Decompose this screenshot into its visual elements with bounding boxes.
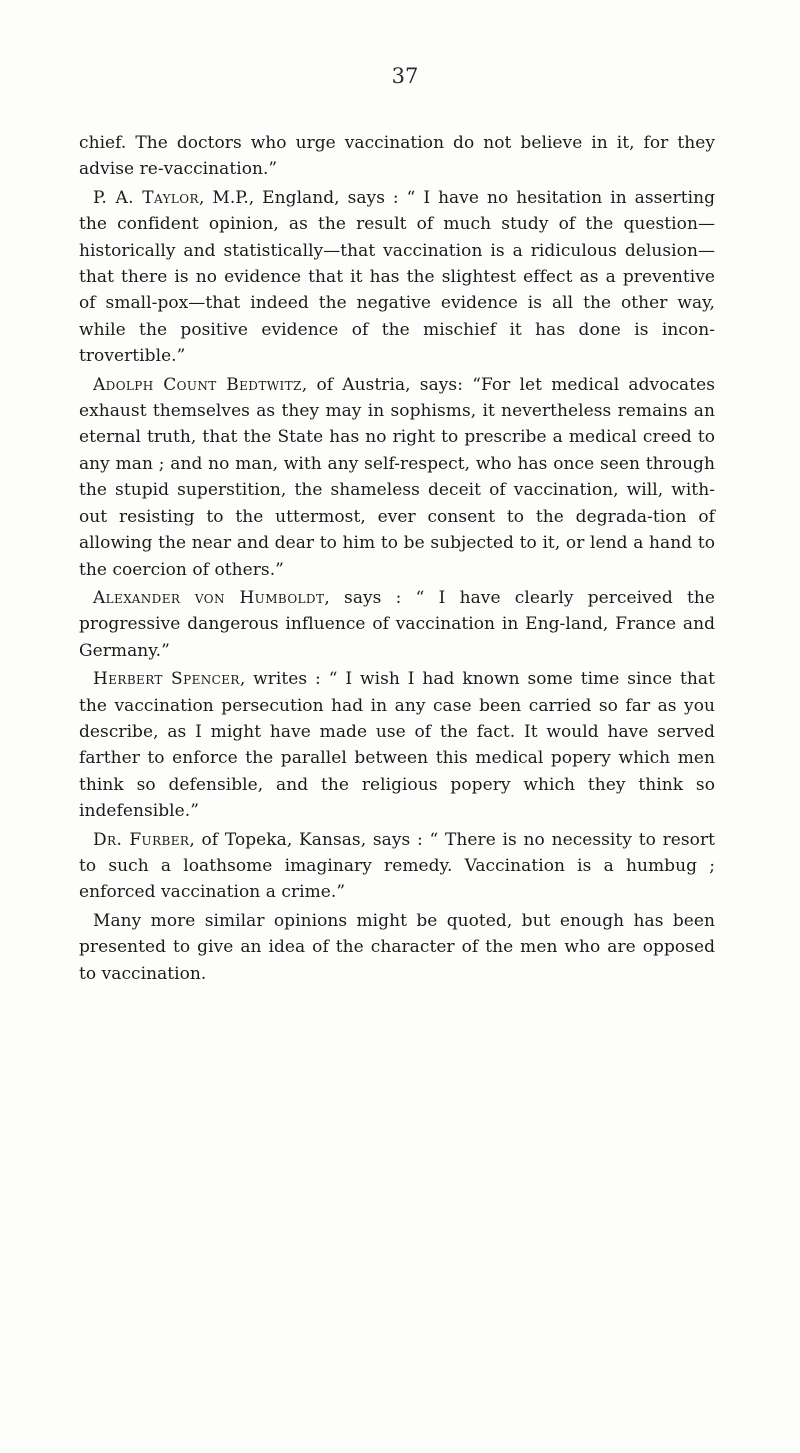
paragraph-text: , of Austria, says: “For let medical advocates exhaust themselves as they may in sophisms, it nevertheless remains an eternal truth, that the State has no right to prescribe a medical creed to any man ; and no man, with any self-respect, who has once seen through the stupid superstition, the shameless deceit of vaccination, will, with-out resisting to the uttermost, ever consent to the degrada-tion of allowing the near and dear to him to be subjected to it, or lend a hand to the coercion of others.” (79, 374, 715, 580)
paragraph-text: Many more similar opinions might be quoted, but enough has been presented to give an idea of the character of the men who are opposed to vaccination. (79, 910, 715, 984)
quoted-person-name: P. A. Taylor (93, 187, 199, 208)
paragraph-text: , of Topeka, Kansas, says : “ There is no necessity to resort to such a loathsome imaginary remedy. Vaccination is a humbug ; enforced vaccination a crime.” (79, 829, 716, 903)
quoted-person-name: Alexander von Humboldt (93, 587, 325, 608)
page-number: 37 (391, 64, 419, 88)
paragraph-continuation (79, 130, 715, 183)
paragraph-humboldt (79, 585, 715, 664)
paragraph-text: , M.P., England, says : “ I have no hesitation in asserting the confident opinion, as the result of much study of the question—historically and statistically—that vaccination is a ridiculous delusion—that there is no evidence that it has the slightest effect as a preventive of small-pox—that indeed the negative evidence is all the other way, while the positive evidence of the mischief it has done is incon-trovertible.” (79, 187, 715, 367)
quoted-person-name: Adolph Count Bedtwitz (93, 374, 302, 395)
quoted-person-name: Herbert Spencer (93, 669, 240, 690)
paragraph-text: , says : “ I have clearly perceived the progressive dangerous influence of vaccination in Eng-land, France and Germany.” (79, 587, 715, 661)
body-text (79, 130, 715, 989)
paragraph-taylor (79, 185, 715, 370)
paragraph-text: chief. The doctors who urge vaccination do not believe in it, for they advise re-vaccination.” (79, 133, 715, 180)
quoted-person-name: Dr. Furber (93, 829, 190, 850)
paragraph-conclusion (79, 908, 715, 987)
paragraph-text: , writes : “ I wish I had known some time since that the vaccination persecution had in any case been carried so far as you describe, as I might have made use of the fact. It would have served farther to enforce the parallel between this medical popery which men think so defensible, and the religious popery which they think so indefensible.” (79, 669, 715, 822)
paragraph-furber (79, 827, 715, 906)
paragraph-bedtwitz (79, 372, 715, 583)
paragraph-spencer (79, 666, 715, 824)
